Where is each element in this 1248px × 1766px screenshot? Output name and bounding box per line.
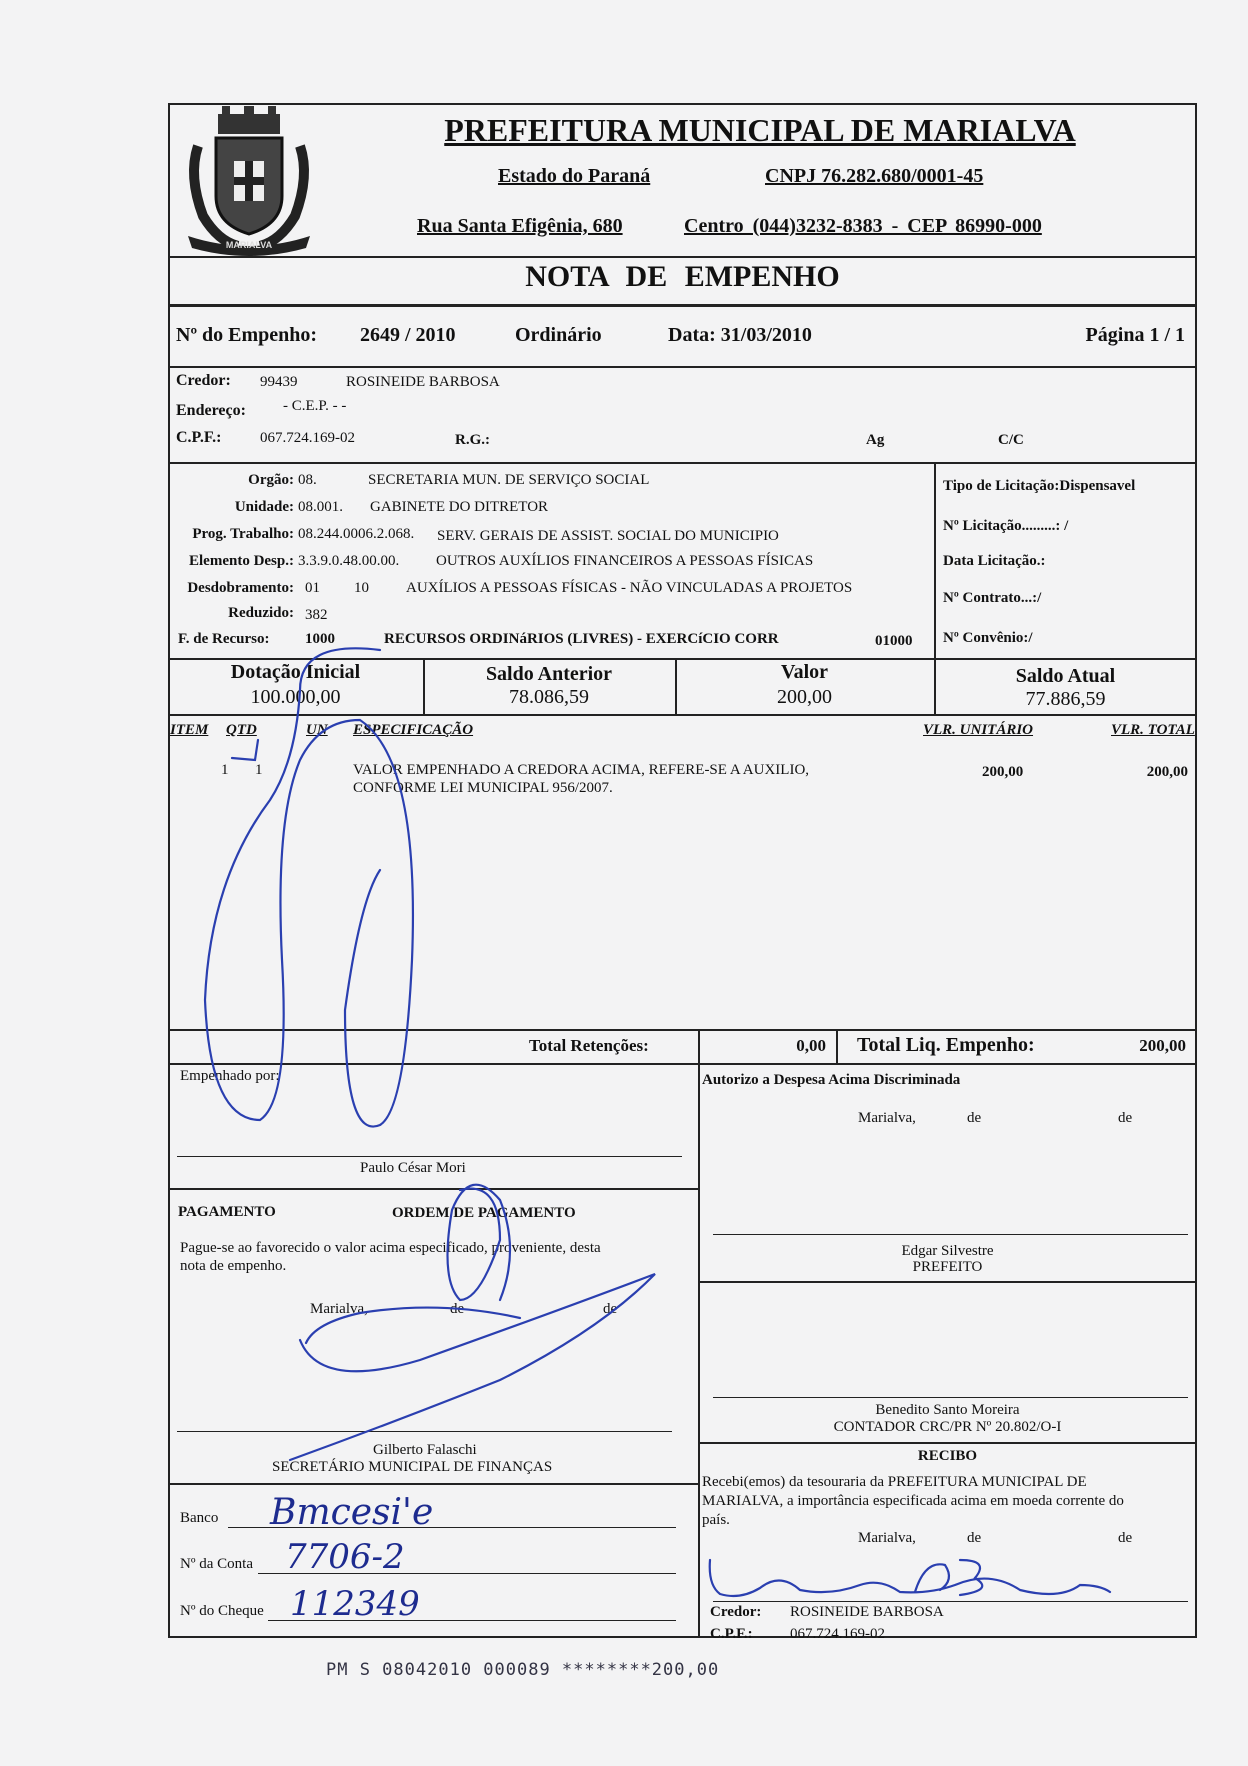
autorizo-place: Marialva, [858,1110,916,1126]
divider [168,1483,698,1485]
elemento-code: 3.3.9.0.48.00.00. [298,553,400,569]
divider [168,1188,698,1190]
address-label: Endereço: [176,402,246,419]
cpf-label: C.P.F.: [176,429,222,446]
recibo-de2: de [1118,1530,1133,1546]
contador-name: Benedito Santo Moreira [875,1402,1020,1418]
empenhado-label: Empenhado por: [180,1068,280,1084]
empenho-date: Data: 31/03/2010 [668,324,812,346]
signature-line [713,1601,1188,1602]
prog-code: 08.244.0006.2.068. [298,526,415,542]
dotacao-label: Dotação Inicial [230,661,361,683]
banco-label: Banco [180,1510,219,1526]
prog-label: Prog. Trabalho: [192,526,294,542]
ordem-pagamento-title: ORDEM DE PAGAMENTO [392,1205,576,1221]
page-number: Página 1 / 1 [1085,324,1185,346]
valor-label: Valor [780,661,829,683]
prefeito-name: Edgar Silvestre [901,1243,994,1259]
divider [698,1063,700,1638]
orgao-name: SECRETARIA MUN. DE SERVIÇO SOCIAL [368,472,650,488]
pagamento-text-line1: Pague-se ao favorecido o valor acima especificado, proveniente, desta [180,1240,601,1256]
saldo-atual-label: Saldo Atual [1015,665,1116,687]
reduzido-label: Reduzido: [228,605,294,621]
coat-of-arms-icon [178,106,320,256]
recibo-text-line2: MARIALVA, a importância especificada acima em moeda corrente do [702,1493,1124,1509]
autorizo-title: Autorizo a Despesa Acima Discriminada [702,1072,961,1088]
licitacao-data: Data Licitação.: [943,553,1046,569]
cheque-value: 112349 [290,1584,420,1624]
pagamento-text-line2: nota de empenho. [180,1258,287,1274]
item-spec-line2: CONFORME LEI MUNICIPAL 956/2007. [353,780,613,796]
orgao-code: 08. [298,472,317,488]
item-number: 1 [221,762,229,778]
finance-role: SECRETÁRIO MUNICIPAL DE FINANÇAS [272,1459,553,1475]
item-spec-line1: VALOR EMPENHADO A CREDORA ACIMA, REFERE-SE A AUXILIO, [353,762,810,778]
divider [934,462,936,658]
address-value: - C.E.P. - - [283,398,347,414]
empenho-label: Nº do Empenho: [176,324,318,346]
valor-value: 200,00 [777,686,832,708]
cc-label: C/C [998,432,1024,448]
orgao-label: Orgão: [248,472,294,488]
recibo-cpf-value: 067.724.169-02 [790,1626,885,1642]
item-qtd: 1 [255,762,263,778]
divider [168,462,1197,464]
street-address: Rua Santa Efigênia, 680 [417,215,623,237]
dotacao-value: 100.000,00 [250,686,341,708]
credor-label: Credor: [176,372,231,389]
recibo-text-line1: Recebi(emos) da tesouraria da PREFEITURA MUNICIPAL DE [702,1474,1087,1490]
signature-line [713,1234,1188,1235]
prefeito-role: PREFEITO [912,1259,983,1275]
validation-stamp: PM S 08042010 000089 ********200,00 [326,1660,720,1680]
items-header-spec: ESPECIFICAÇÃO [353,722,474,738]
elemento-name: OUTROS AUXÍLIOS FINANCEIROS A PESSOAS FÍSICAS [436,553,814,569]
divider [168,1029,1197,1031]
credor-name: ROSINEIDE BARBOSA [346,374,500,390]
recibo-cpf-label: C.P.F.: [710,1626,753,1642]
recibo-place: Marialva, [858,1530,916,1546]
contador-role: CONTADOR CRC/PR Nº 20.802/O-I [833,1419,1062,1435]
fonte-name: RECURSOS ORDINáRIOS (LIVRES) - EXERCíCIO CORR [384,631,779,647]
empenho-number: 2649 / 2010 [360,324,456,346]
recibo-text-line3: país. [702,1512,730,1528]
municipality-title: PREFEITURA MUNICIPAL DE MARIALVA [444,112,1076,148]
pagamento-de2: de [603,1301,618,1317]
desdobramento-label: Desdobramento: [187,580,294,596]
divider [698,1281,1197,1283]
signature-line [177,1156,682,1157]
desdobramento-code2: 10 [354,580,369,596]
finance-signer: Gilberto Falaschi [373,1442,477,1458]
fonte-code2: 01000 [875,633,913,649]
retencoes-value: 0,00 [796,1036,826,1055]
recibo-title: RECIBO [917,1448,978,1464]
autorizo-de1: de [967,1110,982,1126]
cpf-value: 067.724.169-02 [260,430,355,446]
pagamento-label: PAGAMENTO [178,1204,276,1220]
divider [168,256,1197,258]
items-header-total-value: VLR. TOTAL [1111,722,1195,738]
liquido-label: Total Liq. Empenho: [857,1034,1035,1056]
empenho-kind: Ordinário [515,324,602,346]
unidade-name: GABINETE DO DITRETOR [370,499,549,515]
desdobramento-code1: 01 [305,580,320,596]
signature-line [713,1397,1188,1398]
liquido-value: 200,00 [1139,1036,1186,1055]
recibo-credor-label: Credor: [710,1604,762,1620]
state-name: Estado do Paraná [498,165,651,187]
divider [836,1029,838,1065]
convenio: Nº Convênio:/ [943,630,1033,646]
saldo-anterior-label: Saldo Anterior [485,663,613,685]
fonte-label: F. de Recurso: [178,631,270,647]
divider [168,366,1197,368]
items-header-item: ITEM [170,722,209,738]
autorizo-de2: de [1118,1110,1133,1126]
item-total-value: 200,00 [1146,764,1188,780]
reduzido-code: 382 [305,607,328,623]
credor-code: 99439 [260,374,298,390]
pagamento-de1: de [450,1301,465,1317]
divider [168,714,1197,716]
saldo-anterior-value: 78.086,59 [509,686,589,708]
recibo-credor-name: ROSINEIDE BARBOSA [790,1604,944,1620]
cnpj: CNPJ 76.282.680/0001-45 [765,165,984,187]
item-unit-value: 200,00 [982,764,1024,780]
prog-name: SERV. GERAIS DE ASSIST. SOCIAL DO MUNICIPIO [437,528,779,544]
cheque-label: Nº do Cheque [180,1603,264,1619]
desdobramento-name: AUXÍLIOS A PESSOAS FÍSICAS - NÃO VINCULADAS A PROJETOS [406,580,853,596]
signature-line [177,1431,672,1432]
saldo-atual-value: 77.886,59 [1025,688,1106,710]
items-header-un: UN [306,722,328,738]
items-header-qtd: QTD [226,722,257,738]
conta-label: Nº da Conta [180,1556,253,1572]
ag-label: Ag [866,432,885,448]
rg-label: R.G.: [455,432,490,448]
banco-value: Bmcesi'e [270,1492,434,1533]
empenhado-signer: Paulo César Mori [360,1160,466,1176]
pagamento-place: Marialva, [310,1301,368,1317]
svg-text:MARIALVA: MARIALVA [225,240,273,250]
divider [168,658,1197,660]
recibo-de1: de [967,1530,982,1546]
licitacao-numero: Nº Licitação.........: / [943,518,1069,534]
licitacao-tipo: Tipo de Licitação:Dispensavel [943,478,1136,494]
items-header-unit-value: VLR. UNITÁRIO [923,722,1034,738]
divider [698,1029,700,1065]
elemento-label: Elemento Desp.: [189,553,294,569]
fonte-code: 1000 [305,631,335,647]
divider [168,1063,1197,1065]
divider [698,1442,1197,1444]
unidade-label: Unidade: [234,499,294,515]
district-phone: Centro (044)3232-8383 - CEP 86990-000 [684,215,1042,237]
document-title: NOTA DE EMPENHO [525,260,840,293]
conta-value: 7706-2 [285,1537,405,1577]
divider [168,304,1197,307]
contrato: Nº Contrato...:/ [943,590,1042,606]
unidade-code: 08.001. [298,499,343,515]
retencoes-label: Total Retenções: [529,1036,649,1055]
